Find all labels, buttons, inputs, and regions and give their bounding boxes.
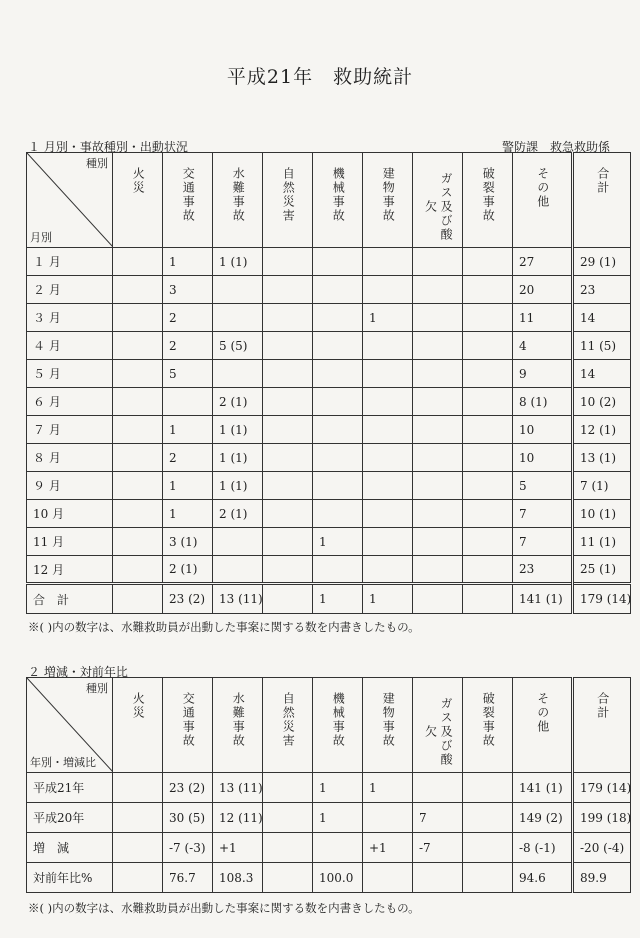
table-row <box>27 773 631 803</box>
table-cell <box>413 276 463 304</box>
table-cell: 2 (1) <box>163 556 213 584</box>
table-row <box>27 472 631 500</box>
table-cell <box>363 444 413 472</box>
table-cell: 23 (2) <box>163 773 213 803</box>
table-cell <box>463 528 513 556</box>
table-cell <box>413 773 463 803</box>
table-cell <box>113 248 163 276</box>
table-cell: -7 (-3) <box>163 833 213 863</box>
section2-heading: ２ 増減・対前年比 <box>28 665 128 679</box>
table-cell: 12 (11) <box>213 803 263 833</box>
table-cell: 1 <box>163 472 213 500</box>
row-label: 対前年比% <box>27 863 113 893</box>
table-cell: 7 <box>413 803 463 833</box>
row-label: ６ 月 <box>27 388 113 416</box>
table-cell <box>363 276 413 304</box>
table-cell <box>313 276 363 304</box>
total-cell <box>113 584 163 614</box>
table-cell: 1 <box>313 803 363 833</box>
table-cell: 14 <box>573 304 631 332</box>
table-cell <box>363 863 413 893</box>
column-header <box>513 678 573 773</box>
table-cell <box>263 528 313 556</box>
table-cell <box>113 803 163 833</box>
table-cell <box>463 500 513 528</box>
comparison-table <box>26 677 631 893</box>
table-cell: 141 (1) <box>513 773 573 803</box>
table-cell <box>413 360 463 388</box>
table-cell <box>263 444 313 472</box>
table-cell <box>113 863 163 893</box>
column-header-label: 自然災害 <box>281 692 296 748</box>
table-cell: 10 <box>513 416 573 444</box>
row-label: ４ 月 <box>27 332 113 360</box>
row-label: 平成20年 <box>27 803 113 833</box>
table-cell <box>313 360 363 388</box>
column-header-label: 交通事故 <box>181 167 196 223</box>
table-cell: 1 <box>163 248 213 276</box>
corner-top-label: 種別 <box>86 157 108 170</box>
table-row <box>27 416 631 444</box>
table-cell <box>363 500 413 528</box>
table-cell <box>363 248 413 276</box>
table-cell: 1 (1) <box>213 416 263 444</box>
table-cell <box>163 388 213 416</box>
table-cell <box>113 332 163 360</box>
table-cell <box>113 444 163 472</box>
table-cell: 1 (1) <box>213 444 263 472</box>
table-cell <box>113 360 163 388</box>
table-cell: 199 (18) <box>573 803 631 833</box>
table-cell <box>263 556 313 584</box>
table-cell <box>313 500 363 528</box>
column-header-label: 火災 <box>131 167 146 195</box>
table-cell: 13 (11) <box>213 773 263 803</box>
column-header <box>213 153 263 248</box>
table-cell: 11 (1) <box>573 528 631 556</box>
column-header-label: 機械事故 <box>331 167 346 223</box>
table-cell: -20 (-4) <box>573 833 631 863</box>
table-cell <box>113 528 163 556</box>
table-cell: 27 <box>513 248 573 276</box>
section2-note: ※( )内の数字は、水難救助員が出動した事案に関する数を内書きしたもの。 <box>28 901 420 915</box>
section1-heading: １ 月別・事故種別・出動状況 <box>28 140 188 154</box>
table-cell <box>413 304 463 332</box>
table-cell: 2 (1) <box>213 500 263 528</box>
table-cell: 100.0 <box>313 863 363 893</box>
column-header-label: 建物事故 <box>381 692 396 748</box>
table-cell <box>113 773 163 803</box>
table-row <box>27 444 631 472</box>
column-header-label: 水難事故 <box>231 167 246 223</box>
row-label: ７ 月 <box>27 416 113 444</box>
table-cell: 10 (2) <box>573 388 631 416</box>
table-cell: 11 (5) <box>573 332 631 360</box>
table-cell <box>363 803 413 833</box>
table-cell: 1 <box>363 773 413 803</box>
table-row <box>27 528 631 556</box>
total-cell <box>413 584 463 614</box>
table-cell: 1 <box>313 528 363 556</box>
table-row <box>27 360 631 388</box>
row-label: 12 月 <box>27 556 113 584</box>
table-cell <box>263 276 313 304</box>
table-cell <box>263 332 313 360</box>
table-cell: 3 <box>163 276 213 304</box>
column-header <box>113 678 163 773</box>
table-cell: +1 <box>213 833 263 863</box>
table-cell: 9 <box>513 360 573 388</box>
table-cell <box>313 472 363 500</box>
column-header <box>363 153 413 248</box>
column-header-label: 合計 <box>595 692 610 720</box>
table-cell: 108.3 <box>213 863 263 893</box>
row-label: １ 月 <box>27 248 113 276</box>
table-cell: 7 <box>513 500 573 528</box>
table-cell: 10 (1) <box>573 500 631 528</box>
table-cell: 94.6 <box>513 863 573 893</box>
table-cell: 14 <box>573 360 631 388</box>
table-cell: 29 (1) <box>573 248 631 276</box>
monthly-rescue-table <box>26 152 631 614</box>
table-cell: 179 (14) <box>573 773 631 803</box>
section1-note: ※( )内の数字は、水難救助員が出動した事案に関する数を内書きしたもの。 <box>28 620 420 634</box>
column-header <box>573 678 631 773</box>
column-header-label: 建物事故 <box>381 167 396 223</box>
table-cell: 4 <box>513 332 573 360</box>
corner-header-cell <box>27 678 113 773</box>
column-header <box>363 678 413 773</box>
column-header-label: ガス及び酸欠 <box>423 697 454 767</box>
column-header-label: 破裂事故 <box>481 167 496 223</box>
table-cell: 5 <box>163 360 213 388</box>
table-cell <box>263 304 313 332</box>
table-cell: 23 <box>513 556 573 584</box>
column-header-label: 自然災害 <box>281 167 296 223</box>
row-label: 平成21年 <box>27 773 113 803</box>
table-cell <box>263 360 313 388</box>
table-cell <box>263 500 313 528</box>
column-header <box>113 153 163 248</box>
column-header <box>263 678 313 773</box>
column-header <box>213 678 263 773</box>
table-cell: 3 (1) <box>163 528 213 556</box>
table-cell <box>213 304 263 332</box>
table-cell <box>463 444 513 472</box>
table-cell: +1 <box>363 833 413 863</box>
table-cell <box>413 528 463 556</box>
table-cell <box>463 276 513 304</box>
column-header <box>313 678 363 773</box>
table-cell <box>113 472 163 500</box>
table-cell <box>463 332 513 360</box>
table-cell: 8 (1) <box>513 388 573 416</box>
table-row <box>27 304 631 332</box>
table-cell: 5 <box>513 472 573 500</box>
column-header-label: その他 <box>535 692 550 734</box>
table-cell <box>113 304 163 332</box>
column-header <box>513 153 573 248</box>
row-label: ９ 月 <box>27 472 113 500</box>
table-cell <box>263 803 313 833</box>
table-cell <box>313 304 363 332</box>
table-cell <box>463 304 513 332</box>
column-header-label: 破裂事故 <box>481 692 496 748</box>
table-cell <box>113 556 163 584</box>
table-cell <box>413 332 463 360</box>
table-cell <box>363 332 413 360</box>
column-header <box>413 153 463 248</box>
table-cell: 2 <box>163 332 213 360</box>
corner-header-cell <box>27 153 113 248</box>
row-label: 10 月 <box>27 500 113 528</box>
column-header-label: 火災 <box>131 692 146 720</box>
table-row <box>27 833 631 863</box>
column-header <box>163 678 213 773</box>
table-cell <box>413 416 463 444</box>
total-cell: 23 (2) <box>163 584 213 614</box>
table-cell: 7 (1) <box>573 472 631 500</box>
table-cell <box>363 416 413 444</box>
table-cell <box>213 556 263 584</box>
table-cell: 23 <box>573 276 631 304</box>
column-header <box>163 153 213 248</box>
table-cell <box>463 388 513 416</box>
table-cell <box>113 500 163 528</box>
table-cell <box>263 472 313 500</box>
table-cell <box>313 556 363 584</box>
column-header <box>413 678 463 773</box>
table-cell <box>113 276 163 304</box>
table-row <box>27 248 631 276</box>
table-cell: 1 <box>163 416 213 444</box>
table-cell: 2 <box>163 304 213 332</box>
table-cell: 11 <box>513 304 573 332</box>
table-cell <box>263 388 313 416</box>
column-header-label: 機械事故 <box>331 692 346 748</box>
table-cell <box>313 248 363 276</box>
table-cell: 1 (1) <box>213 472 263 500</box>
table-cell <box>463 773 513 803</box>
total-cell <box>463 584 513 614</box>
table-cell: 89.9 <box>573 863 631 893</box>
row-label: ５ 月 <box>27 360 113 388</box>
table-row <box>27 388 631 416</box>
table-cell: 1 <box>163 500 213 528</box>
column-header-label: その他 <box>535 167 550 209</box>
total-label: 合 計 <box>27 584 113 614</box>
department-label: 警防課 救急救助係 <box>501 140 610 154</box>
column-header <box>463 153 513 248</box>
table-cell <box>463 416 513 444</box>
table-cell <box>113 833 163 863</box>
row-label: 増 減 <box>27 833 113 863</box>
column-header-label: ガス及び酸欠 <box>423 172 454 242</box>
table-cell: 1 <box>363 304 413 332</box>
table-cell <box>413 500 463 528</box>
table-row <box>27 276 631 304</box>
table-cell <box>413 248 463 276</box>
table-cell <box>463 556 513 584</box>
table-cell <box>363 556 413 584</box>
table-cell <box>263 248 313 276</box>
total-cell: 1 <box>363 584 413 614</box>
table-cell <box>363 360 413 388</box>
table-cell: 2 (1) <box>213 388 263 416</box>
column-header-label: 合計 <box>595 167 610 195</box>
column-header-label: 水難事故 <box>231 692 246 748</box>
table-row <box>27 803 631 833</box>
table-cell <box>113 416 163 444</box>
total-cell: 13 (11) <box>213 584 263 614</box>
table-cell <box>113 388 163 416</box>
page-title: 平成21年 救助統計 <box>226 66 414 88</box>
column-header <box>263 153 313 248</box>
table-cell: 25 (1) <box>573 556 631 584</box>
table-cell: 20 <box>513 276 573 304</box>
table-cell: 30 (5) <box>163 803 213 833</box>
table-cell <box>213 528 263 556</box>
row-label: ８ 月 <box>27 444 113 472</box>
total-cell <box>263 584 313 614</box>
column-header <box>463 678 513 773</box>
table-row <box>27 500 631 528</box>
table-cell <box>413 863 463 893</box>
row-label: ２ 月 <box>27 276 113 304</box>
table-cell <box>263 863 313 893</box>
table-cell: 13 (1) <box>573 444 631 472</box>
table-cell <box>263 416 313 444</box>
total-cell: 141 (1) <box>513 584 573 614</box>
total-cell: 179 (14) <box>573 584 631 614</box>
table-cell: 149 (2) <box>513 803 573 833</box>
table-row <box>27 556 631 584</box>
corner-bottom-label: 月別 <box>30 231 52 244</box>
table-cell <box>213 360 263 388</box>
table-cell: 76.7 <box>163 863 213 893</box>
total-cell: 1 <box>313 584 363 614</box>
table-row <box>27 863 631 893</box>
column-header-label: 交通事故 <box>181 692 196 748</box>
table-cell: -7 <box>413 833 463 863</box>
table-cell <box>463 472 513 500</box>
table-cell <box>413 388 463 416</box>
corner-top-label: 種別 <box>86 682 108 695</box>
table-cell <box>363 472 413 500</box>
row-label: 11 月 <box>27 528 113 556</box>
table-row <box>27 332 631 360</box>
table-cell: -8 (-1) <box>513 833 573 863</box>
table-cell: 2 <box>163 444 213 472</box>
corner-bottom-label: 年別・増減比 <box>30 756 96 769</box>
table-cell: 12 (1) <box>573 416 631 444</box>
column-header <box>313 153 363 248</box>
table-cell <box>363 388 413 416</box>
total-row <box>27 584 631 614</box>
table-cell: 5 (5) <box>213 332 263 360</box>
table-cell <box>463 803 513 833</box>
table-cell <box>263 833 313 863</box>
table-cell: 7 <box>513 528 573 556</box>
table-cell <box>213 276 263 304</box>
table-cell <box>463 833 513 863</box>
table-cell <box>463 863 513 893</box>
table-cell <box>263 773 313 803</box>
table-cell <box>463 360 513 388</box>
table-cell: 1 (1) <box>213 248 263 276</box>
table-cell <box>463 248 513 276</box>
table-cell <box>313 444 363 472</box>
table-cell: 1 <box>313 773 363 803</box>
table-cell <box>313 416 363 444</box>
table-cell <box>413 444 463 472</box>
table-cell <box>313 332 363 360</box>
table-cell <box>313 833 363 863</box>
column-header <box>573 153 631 248</box>
table-cell <box>413 472 463 500</box>
table-cell <box>363 528 413 556</box>
table-cell <box>313 388 363 416</box>
row-label: ３ 月 <box>27 304 113 332</box>
table-cell: 10 <box>513 444 573 472</box>
table-cell <box>413 556 463 584</box>
